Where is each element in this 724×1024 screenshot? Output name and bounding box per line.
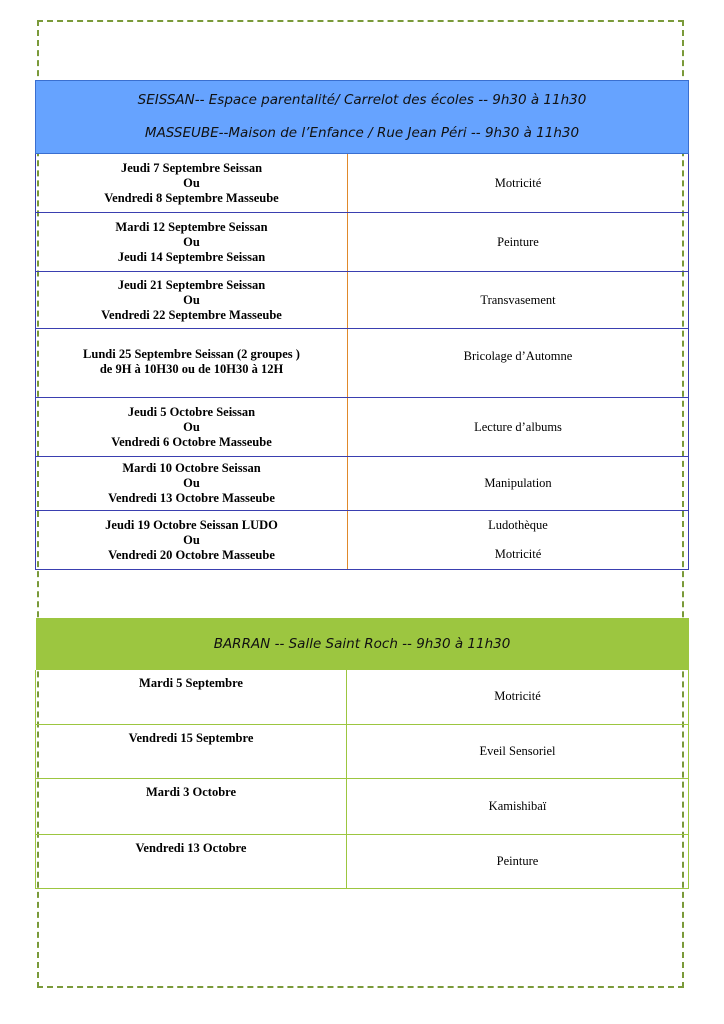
activity-label: Ludothèque (488, 518, 548, 532)
session-date-cell: Mardi 3 Octobre (36, 778, 347, 834)
date-line: Jeudi 5 Octobre Seissan (127, 404, 256, 419)
activity-label: Transvasement (480, 292, 556, 307)
session-date-cell (36, 398, 348, 457)
seissan-header-line: SEISSAN-- Espace parentalité/ Carrelot des écoles -- 9h30 à 11h30 (137, 92, 587, 108)
session-date-cell (36, 457, 348, 511)
session-date-cell (36, 272, 348, 329)
session-date-cell: Vendredi 13 Octobre (36, 834, 347, 888)
date-line: Vendredi 8 Septembre Masseube (104, 190, 279, 205)
masseube-header-line: MASSEUBE--Maison de l’Enfance / Rue Jean Péri -- 9h30 à 11h30 (144, 125, 580, 141)
activity-cell (348, 398, 689, 457)
date-line: Ou (183, 532, 200, 547)
date-line: Ou (183, 476, 200, 490)
table-row (36, 724, 689, 778)
activity-cell: Motricité (347, 670, 689, 724)
activity-label: Peinture (497, 234, 539, 249)
date-line: Jeudi 7 Septembre Seissan (120, 160, 263, 175)
table-row (36, 329, 689, 398)
table-row (36, 511, 689, 570)
activity-cell: Peinture (347, 834, 689, 888)
activity-cell (348, 213, 689, 272)
date-line: Lundi 25 Septembre Seissan (2 groupes ) (83, 347, 300, 361)
date-line: Jeudi 19 Octobre Seissan LUDO (105, 517, 278, 532)
activity-label: Motricité (494, 175, 542, 190)
activity-label: Lecture d’albums (474, 419, 562, 434)
activity-cell (348, 457, 689, 511)
date-line: Vendredi 13 Octobre Masseube (108, 491, 275, 505)
table-row (36, 834, 689, 888)
date-line: Ou (183, 419, 200, 434)
table-row (36, 670, 689, 724)
seissan-masseube-header (36, 81, 689, 154)
session-date-cell (36, 511, 348, 570)
session-date-cell (36, 154, 348, 213)
date-line: Jeudi 14 Septembre Seissan (117, 249, 266, 264)
table-row (36, 154, 689, 213)
table-row (36, 457, 689, 511)
activity-cell: Eveil Sensoriel (347, 724, 689, 778)
activity-cell: Kamishibaï (347, 778, 689, 834)
session-date-cell (36, 329, 348, 398)
seissan-masseube-schedule-table (35, 80, 689, 570)
date-line: Vendredi 20 Octobre Masseube (108, 547, 275, 562)
session-date-cell: Mardi 5 Septembre (36, 670, 347, 724)
activity-label: Bricolage d’Automne (463, 349, 573, 363)
date-line: Vendredi 22 Septembre Masseube (101, 307, 282, 322)
table-row (36, 778, 689, 834)
date-line: Ou (183, 234, 200, 249)
barran-schedule-table (35, 618, 689, 889)
activity-label: Motricité (494, 547, 542, 561)
table-row (36, 213, 689, 272)
activity-cell (348, 154, 689, 213)
date-line: Mardi 10 Octobre Seissan (122, 461, 261, 475)
session-date-cell: Vendredi 15 Septembre (36, 724, 347, 778)
activity-cell (348, 329, 689, 398)
activity-cell (348, 511, 689, 570)
date-line: Mardi 12 Septembre Seissan (115, 219, 268, 234)
table-row (36, 272, 689, 329)
date-line: Vendredi 6 Octobre Masseube (111, 434, 272, 449)
date-line: Ou (183, 292, 200, 307)
session-date-cell (36, 213, 348, 272)
date-line: Jeudi 21 Septembre Seissan (117, 277, 266, 292)
date-line: Ou (183, 175, 200, 190)
barran-header: BARRAN -- Salle Saint Roch -- 9h30 à 11h30 (36, 618, 689, 670)
date-line: de 9H à 10H30 ou de 10H30 à 12H (99, 362, 284, 376)
table-row (36, 398, 689, 457)
activity-label: Manipulation (484, 476, 552, 490)
activity-cell (348, 272, 689, 329)
